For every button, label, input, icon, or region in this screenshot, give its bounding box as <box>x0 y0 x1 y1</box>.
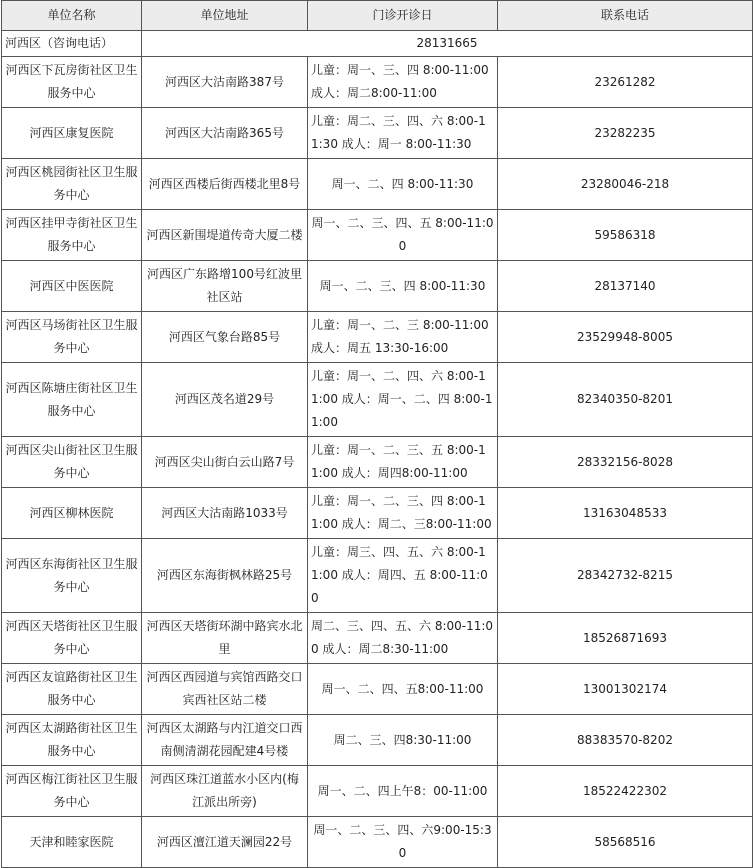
unit-address: 河西区新围堤道传奇大厦二楼 <box>142 210 308 261</box>
table-row <box>2 159 753 210</box>
clinic-hours: 儿童：周一、二、三 8:00-11:00 成人：周五 13:30-16:00 <box>308 312 498 363</box>
table-row <box>2 766 753 817</box>
contact-phone: 82340350-8201 <box>498 363 753 437</box>
clinic-hours: 周一、二、四 8:00-11:30 <box>308 159 498 210</box>
contact-phone: 23529948-8005 <box>498 312 753 363</box>
unit-name: 河西区天塔街社区卫生服务中心 <box>2 613 142 664</box>
contact-phone: 13001302174 <box>498 664 753 715</box>
unit-name: 河西区下瓦房街社区卫生服务中心 <box>2 57 142 108</box>
table-row <box>2 488 753 539</box>
contact-phone: 23280046-218 <box>498 159 753 210</box>
unit-address: 河西区西楼后街西楼北里8号 <box>142 159 308 210</box>
contact-phone: 18526871693 <box>498 613 753 664</box>
clinic-hours: 周二、三、四8:30-11:00 <box>308 715 498 766</box>
contact-phone: 23261282 <box>498 57 753 108</box>
clinic-hours: 周一、二、三、四、五 8:00-11:00 <box>308 210 498 261</box>
contact-phone: 28332156-8028 <box>498 437 753 488</box>
unit-address: 河西区西园道与宾馆西路交口宾西社区站二楼 <box>142 664 308 715</box>
contact-phone: 13163048533 <box>498 488 753 539</box>
unit-name: 河西区尖山街社区卫生服务中心 <box>2 437 142 488</box>
clinic-hours: 儿童：周一、二、三、五 8:00-11:00 成人：周四8:00-11:00 <box>308 437 498 488</box>
header-unit-address: 单位地址 <box>142 1 308 31</box>
unit-name: 河西区桃园街社区卫生服务中心 <box>2 159 142 210</box>
unit-name: 河西区中医医院 <box>2 261 142 312</box>
table-row <box>2 210 753 261</box>
consult-row <box>2 31 753 57</box>
unit-address: 河西区东海街枫林路25号 <box>142 539 308 613</box>
table-row <box>2 57 753 108</box>
consult-name: 河西区（咨询电话） <box>2 31 142 57</box>
consult-phone: 28131665 <box>142 31 753 57</box>
unit-address: 河西区太湖路与内江道交口西南侧清湖花园配建4号楼 <box>142 715 308 766</box>
contact-phone: 23282235 <box>498 108 753 159</box>
contact-phone: 88383570-8202 <box>498 715 753 766</box>
unit-address: 河西区广东路增100号红波里社区站 <box>142 261 308 312</box>
table-row <box>2 261 753 312</box>
table-row <box>2 715 753 766</box>
clinic-hours: 儿童：周三、四、五、六 8:00-11:00 成人：周四、五 8:00-11:00 <box>308 539 498 613</box>
contact-phone: 58568516 <box>498 817 753 868</box>
clinic-hours: 周一、二、四、五8:00-11:00 <box>308 664 498 715</box>
unit-address: 河西区大沽南路365号 <box>142 108 308 159</box>
table-row <box>2 312 753 363</box>
header-unit-name: 单位名称 <box>2 1 142 31</box>
table-header-row <box>2 1 753 31</box>
table-row <box>2 539 753 613</box>
unit-address: 河西区气象台路85号 <box>142 312 308 363</box>
unit-address: 河西区尖山街白云山路7号 <box>142 437 308 488</box>
unit-name: 河西区友谊路街社区卫生服务中心 <box>2 664 142 715</box>
unit-address: 河西区澶江道天澜园22号 <box>142 817 308 868</box>
unit-address: 河西区茂名道29号 <box>142 363 308 437</box>
unit-name: 河西区梅江街社区卫生服务中心 <box>2 766 142 817</box>
clinic-schedule-table <box>1 0 753 868</box>
unit-name: 河西区柳林医院 <box>2 488 142 539</box>
table-row <box>2 363 753 437</box>
contact-phone: 18522422302 <box>498 766 753 817</box>
clinic-hours: 儿童：周一、二、四、六 8:00-11:00 成人：周一、二、四 8:00-11:00 <box>308 363 498 437</box>
clinic-hours: 儿童：周二、三、四、六 8:00-11:30 成人：周一 8:00-11:30 <box>308 108 498 159</box>
clinic-hours: 周一、二、四上午8：00-11:00 <box>308 766 498 817</box>
unit-address: 河西区天塔街环湖中路宾水北里 <box>142 613 308 664</box>
contact-phone: 59586318 <box>498 210 753 261</box>
header-clinic-days: 门诊开诊日 <box>308 1 498 31</box>
table-row <box>2 664 753 715</box>
unit-address: 河西区珠江道蓝水小区内(梅江派出所旁) <box>142 766 308 817</box>
contact-phone: 28342732-8215 <box>498 539 753 613</box>
unit-address: 河西区大沽南路1033号 <box>142 488 308 539</box>
contact-phone: 28137140 <box>498 261 753 312</box>
unit-name: 河西区太湖路街社区卫生服务中心 <box>2 715 142 766</box>
clinic-hours: 周一、二、三、四、六9:00-15:30 <box>308 817 498 868</box>
unit-name: 天津和睦家医院 <box>2 817 142 868</box>
unit-name: 河西区陈塘庄街社区卫生服务中心 <box>2 363 142 437</box>
table-row <box>2 613 753 664</box>
table-row <box>2 437 753 488</box>
unit-name: 河西区马场街社区卫生服务中心 <box>2 312 142 363</box>
clinic-hours: 周一、二、三、四 8:00-11:30 <box>308 261 498 312</box>
clinic-hours: 周二、三、四、五、六 8:00-11:00 成人：周二8:30-11:00 <box>308 613 498 664</box>
header-contact-phone: 联系电话 <box>498 1 753 31</box>
unit-name: 河西区康复医院 <box>2 108 142 159</box>
unit-name: 河西区东海街社区卫生服务中心 <box>2 539 142 613</box>
clinic-hours: 儿童：周一、二、三、四 8:00-11:00 成人：周二、三8:00-11:00 <box>308 488 498 539</box>
table-row <box>2 108 753 159</box>
unit-address: 河西区大沽南路387号 <box>142 57 308 108</box>
unit-name: 河西区挂甲寺街社区卫生服务中心 <box>2 210 142 261</box>
clinic-hours: 儿童：周一、三、四 8:00-11:00 成人：周二8:00-11:00 <box>308 57 498 108</box>
